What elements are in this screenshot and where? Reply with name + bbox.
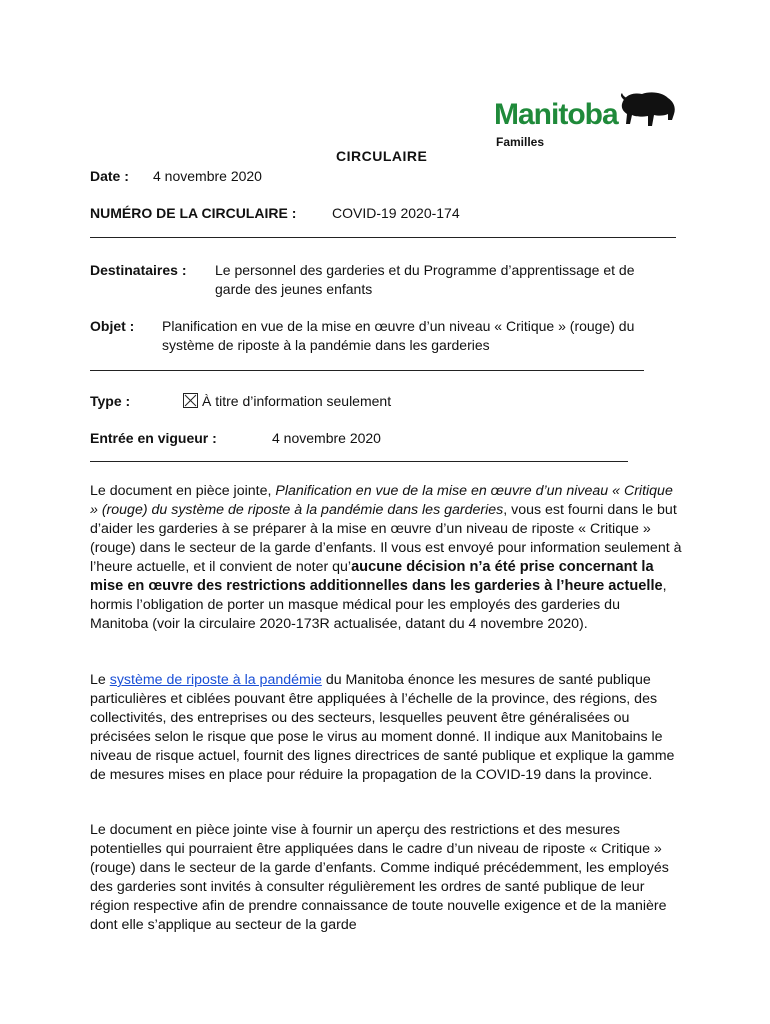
- recipients-line-2: garde des jeunes enfants: [215, 281, 373, 297]
- subject-line-2: système de riposte à la pandémie dans les garderies: [162, 337, 490, 353]
- pandemic-response-link[interactable]: système de riposte à la pandémie: [109, 672, 322, 688]
- type-label: Type :: [90, 393, 131, 409]
- paragraph-1: [90, 482, 682, 634]
- p1-bold: aucune décision n’a été prise concernant la mise en œuvre des restrictions additionnelles dans les garderies à l’heure actuelle: [90, 559, 663, 594]
- divider: [90, 461, 628, 462]
- circular-number-value: COVID-19 2020-174: [332, 205, 460, 221]
- checked-box-icon[interactable]: [183, 393, 198, 408]
- type-value: À titre d’information seulement: [202, 393, 392, 409]
- logo-wordmark: Manitoba: [494, 98, 618, 131]
- divider: [90, 370, 644, 371]
- date-value: 4 novembre 2020: [153, 168, 262, 184]
- effective-label: Entrée en vigueur :: [90, 430, 217, 446]
- divider: [90, 237, 676, 238]
- manitoba-logo: [494, 90, 694, 152]
- subject-label: Objet :: [90, 318, 135, 334]
- paragraph-2: [90, 671, 682, 785]
- page-title: CIRCULAIRE: [336, 148, 428, 164]
- logo-subtitle: Familles: [496, 135, 545, 149]
- recipients-label: Destinataires :: [90, 262, 187, 278]
- p1-end: , hormis l’obligation de porter un masque médical pour les employés des garderies du Manitoba (voir la circulaire 2020-173R actualisée, datant du 4 novembre 2020).: [90, 578, 667, 632]
- recipients-line-1: Le personnel des garderies et du Programme d’apprentissage et de: [215, 262, 635, 278]
- p2-rest: du Manitoba énonce les mesures de santé publique particulières et ciblées pouvant être appliquées à l’échelle de la province, des régions, des collectivités, des entreprises ou des secteurs, lesquelles peuvent être généralisées ou précisées selon le risque que pose le virus au moment donné. Il indique aux Manitobains le niveau de risque actuel, fournit des lignes directrices de santé publique et explique la gamme de mesures mises en place pour réduire la propagation de la COVID-19 dans la province.: [90, 672, 675, 783]
- p1-intro: Le document en pièce jointe,: [90, 483, 276, 499]
- p1-mid: , vous est fourni dans le but d’aider les garderies à se préparer à la mise en œuvre d’un niveau de riposte « Critique » (rouge) dans le secteur de la garde d’enfants. Il vous est envoyé pour information seulement à l’heure actuelle, et il convient de noter qu’: [90, 502, 682, 575]
- date-label: Date :: [90, 168, 129, 184]
- subject-line-1: Planification en vue de la mise en œuvre d’un niveau « Critique » (rouge) du: [162, 318, 635, 334]
- type-field: [183, 393, 391, 409]
- circular-number-label: NUMÉRO DE LA CIRCULAIRE :: [90, 205, 297, 221]
- attachment-title: Planification en vue de la mise en œuvre d’un niveau « Critique » (rouge) du système de riposte à la pandémie dans les garderies: [90, 483, 673, 518]
- effective-value: 4 novembre 2020: [272, 430, 381, 446]
- p2-intro: Le: [90, 672, 110, 688]
- paragraph-3: Le document en pièce jointe vise à fournir un aperçu des restrictions et des mesures potentielles qui pourraient être appliquées dans le cadre d’un niveau de riposte « Critique » (rouge) dans le secteur de la garde d’enfants. Comme indiqué précédemment, les employés des garderies sont invités à consulter régulièrement les ordres de santé publique de leur région respective afin de prendre connaissance de toute nouvelle exigence et de la manière dont elle s’applique au secteur de la garde: [90, 822, 669, 933]
- bison-icon: [618, 90, 678, 130]
